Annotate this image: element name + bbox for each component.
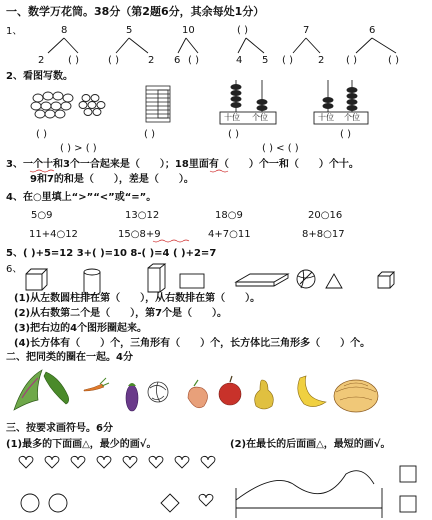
q2-blank-3[interactable]: ( ) <box>228 129 239 140</box>
section-3-part-2: (2)在最长的后面画△，最短的画√。 <box>230 439 391 450</box>
q2-blank-1[interactable]: ( ) <box>36 129 47 140</box>
answer-box-1 <box>400 466 416 482</box>
q1-bottom-3a: 6 <box>174 55 181 66</box>
heart-row <box>19 456 215 468</box>
q6-item-4: (4)长方体有（ ）个，三角形有（ ）个，长方体比三角形多（ ）个。 <box>14 338 371 349</box>
abacus-1-tens-label: 十位 <box>224 113 240 122</box>
q1-bottom-5a[interactable]: ( ) <box>282 55 293 66</box>
q1-bottom-2b: 2 <box>148 55 155 66</box>
q3-line-1: 3、一个十和3个一合起来是（ ）；18里面有（ ）个一和（ ）个十。 <box>6 159 359 170</box>
q6-item-2: (2)从右数第二个是（ ），第7个是（ ）。 <box>14 308 228 319</box>
section-3-part-1: (1)最多的下面画△，最少的画√。 <box>6 439 157 450</box>
q6-item-1: (1)从左数圆柱排在第（ ），从右数排在第（ ）。 <box>14 293 261 304</box>
q1-bottom-3b[interactable]: ( ) <box>188 55 199 66</box>
q1-bottom-4b: 5 <box>262 55 269 66</box>
q4-item-6[interactable]: 15○8+9 <box>118 229 161 240</box>
q1-top-3: 10 <box>182 25 195 36</box>
q4-item-4[interactable]: 20○16 <box>308 210 343 221</box>
abacus-2-tens-label: 十位 <box>318 113 334 122</box>
q4-item-8[interactable]: 8+8○17 <box>302 229 345 240</box>
q1-bottom-2a[interactable]: ( ) <box>108 55 119 66</box>
q1-top-5: 7 <box>303 25 310 36</box>
q1-top-6: 6 <box>369 25 376 36</box>
q2-compare-less[interactable]: ( ) < ( ) <box>262 143 299 154</box>
mixed-shape-row <box>21 494 213 512</box>
q4-item-5[interactable]: 11+4○12 <box>29 229 78 240</box>
q5-equations[interactable]: 5、( )+5=12 3+( )=10 8-( )=4 ( )+2=7 <box>6 248 217 259</box>
q1-number: 1、 <box>6 26 23 37</box>
abacus-1-ones-label: 个位 <box>252 113 268 122</box>
section-1-title: 一、数学万花筒。38分（第2题6分，其余每处1分） <box>6 5 265 18</box>
q2-blank-4[interactable]: ( ) <box>340 129 351 140</box>
q1-top-1: 8 <box>61 25 68 36</box>
q1-top-4[interactable]: ( ) <box>237 25 248 36</box>
q2-compare-greater[interactable]: ( ) > ( ) <box>60 143 97 154</box>
q4-item-2[interactable]: 13○12 <box>125 210 160 221</box>
section-2-title: 二、把同类的圈在一起。4分 <box>6 352 133 363</box>
answer-box-2 <box>400 496 416 512</box>
q2-blank-2[interactable]: ( ) <box>144 129 155 140</box>
section-3-title: 三、按要求画符号。6分 <box>6 423 113 434</box>
q1-bottom-6a[interactable]: ( ) <box>346 55 357 66</box>
wavy-lines <box>236 471 382 518</box>
q4-item-7[interactable]: 4+7○11 <box>208 229 251 240</box>
q1-bottom-5b: 2 <box>318 55 325 66</box>
q4-item-3[interactable]: 18○9 <box>215 210 243 221</box>
q1-bottom-4a: 4 <box>236 55 243 66</box>
q1-bottom-1a: 2 <box>38 55 45 66</box>
q4-item-1[interactable]: 5○9 <box>31 210 53 221</box>
abacus-2-ones-label: 个位 <box>344 113 360 122</box>
q6-number: 6、 <box>6 264 23 275</box>
q1-bottom-6b[interactable]: ( ) <box>388 55 399 66</box>
q3-line-2: 9和7的和是（ ），差是（ ）。 <box>30 174 194 185</box>
q2-title: 2、看图写数。 <box>6 71 73 82</box>
q1-top-2: 5 <box>126 25 133 36</box>
q4-title: 4、在○里填上“>”“<”或“=”。 <box>6 192 157 203</box>
q6-item-3: (3)把右边的4个图形圈起来。 <box>14 323 148 334</box>
q1-bottom-1b[interactable]: ( ) <box>68 55 79 66</box>
